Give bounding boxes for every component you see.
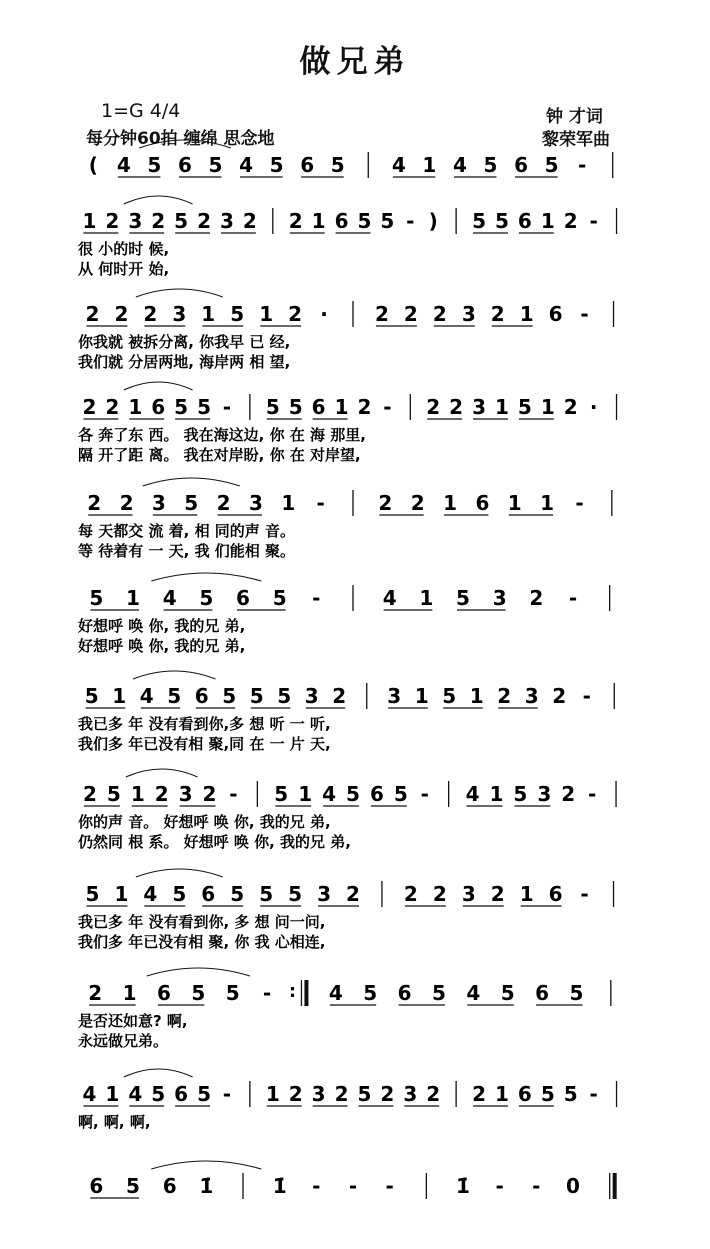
note: - bbox=[589, 209, 598, 233]
note: 5 bbox=[277, 684, 292, 708]
note: 1 bbox=[112, 684, 127, 708]
note: 2 bbox=[82, 782, 97, 806]
note: 2 bbox=[490, 302, 505, 326]
note: - bbox=[262, 981, 272, 1005]
note: 4 bbox=[239, 153, 254, 177]
note: 5 bbox=[174, 209, 189, 233]
note: 1 bbox=[265, 1082, 280, 1106]
note: 6 bbox=[475, 491, 490, 515]
note: 5 bbox=[85, 882, 100, 906]
note: 5 bbox=[259, 882, 274, 906]
note: 5 bbox=[230, 882, 245, 906]
note: 6 bbox=[156, 981, 171, 1005]
slur bbox=[124, 196, 193, 204]
note: - bbox=[229, 782, 238, 806]
note: 6 bbox=[151, 395, 166, 419]
note: 2 bbox=[87, 491, 102, 515]
note: 4 bbox=[452, 153, 467, 177]
note: - bbox=[589, 1082, 598, 1106]
note: · bbox=[589, 395, 598, 419]
note: 2 bbox=[490, 882, 505, 906]
note: 5 bbox=[222, 684, 237, 708]
note: - bbox=[383, 395, 392, 419]
note: 2 bbox=[334, 1082, 349, 1106]
note: 1 bbox=[82, 209, 97, 233]
note: 5 bbox=[563, 1082, 578, 1106]
note: 5 bbox=[363, 981, 378, 1005]
note: 5 bbox=[265, 395, 280, 419]
slur bbox=[151, 573, 261, 581]
slur bbox=[133, 671, 216, 679]
note: 5 bbox=[272, 586, 287, 610]
note: 0 bbox=[566, 1174, 580, 1198]
note: 2 bbox=[380, 1082, 395, 1106]
note: 1 bbox=[128, 395, 143, 419]
lyric-line: 隔 开了距 离。 我在对岸盼, 你 在 对岸望, bbox=[78, 446, 361, 464]
key-signature: 1=G 4/4 bbox=[101, 100, 181, 122]
note: 1 bbox=[519, 302, 534, 326]
slur bbox=[136, 289, 223, 297]
lyric-line: 你的声 音。 好想呼 唤 你, 我的兄 弟, bbox=[78, 813, 331, 831]
note: 6 bbox=[548, 302, 563, 326]
note: 2 bbox=[119, 491, 134, 515]
note: 5 bbox=[225, 981, 240, 1005]
note: 3 bbox=[248, 491, 263, 515]
note: 2 bbox=[378, 491, 393, 515]
note: - bbox=[222, 1082, 232, 1106]
lyric-line: 好想呼 唤 你, 我的兄 弟, bbox=[78, 637, 246, 655]
note: 1̇ bbox=[199, 1174, 214, 1198]
note: 5 bbox=[106, 782, 121, 806]
note: 1 bbox=[281, 491, 296, 515]
note: 2 bbox=[288, 209, 303, 233]
note: 5 bbox=[89, 586, 104, 610]
note: 5 bbox=[569, 981, 584, 1005]
note: 6 bbox=[517, 1082, 532, 1106]
note: 6 bbox=[548, 882, 563, 906]
note: 6 bbox=[162, 1174, 177, 1198]
note: 2 bbox=[449, 395, 464, 419]
note: 5 bbox=[274, 782, 289, 806]
note: 4 bbox=[116, 153, 131, 177]
note: - bbox=[575, 491, 584, 515]
note: 5 bbox=[197, 1082, 212, 1106]
note: - bbox=[385, 1174, 394, 1198]
note: 2 bbox=[151, 209, 166, 233]
note: 5 bbox=[84, 684, 99, 708]
slur bbox=[143, 478, 240, 486]
note: 1 bbox=[311, 209, 326, 233]
note: 1 bbox=[201, 302, 216, 326]
note: 1̇ bbox=[272, 1174, 287, 1198]
note: 5 bbox=[500, 981, 515, 1005]
note: 3 bbox=[178, 782, 193, 806]
note: 5 bbox=[151, 1082, 166, 1106]
lyric-line: 我已多 年 没有看到你,多 想 听 一 听, bbox=[78, 715, 331, 733]
note: 5 bbox=[172, 882, 187, 906]
note: 1 bbox=[540, 209, 555, 233]
note: 5 bbox=[167, 684, 182, 708]
note: 1 bbox=[507, 491, 522, 515]
note: - bbox=[495, 1174, 504, 1198]
note: 5 bbox=[393, 782, 408, 806]
note: 2 bbox=[332, 684, 347, 708]
note: 1 bbox=[126, 586, 140, 610]
note: 5 bbox=[126, 1174, 140, 1198]
note: 4 bbox=[465, 782, 480, 806]
note: - bbox=[348, 1174, 358, 1198]
note: 5 bbox=[380, 209, 395, 233]
lyric-line: 很 小的时 候, bbox=[78, 240, 170, 258]
note: 6 bbox=[89, 1174, 104, 1198]
note: 3 bbox=[311, 1082, 326, 1106]
note: 3 bbox=[219, 209, 234, 233]
lyric-line: 我们多 年已没有相 聚,同 在 一 片 天, bbox=[78, 735, 331, 753]
composer-credit: 黎荣军曲 bbox=[542, 130, 610, 150]
note: 2 bbox=[114, 302, 129, 326]
note: 5 bbox=[540, 1082, 555, 1106]
note: - bbox=[312, 1174, 321, 1198]
note: 5 bbox=[357, 1082, 372, 1106]
note: - bbox=[580, 302, 589, 326]
note: 1 bbox=[540, 491, 555, 515]
note: 1 bbox=[519, 882, 534, 906]
note: 6 bbox=[300, 153, 315, 177]
note: 5 bbox=[442, 684, 457, 708]
note: 2 bbox=[143, 302, 158, 326]
note: 5 bbox=[357, 209, 372, 233]
note: 1 bbox=[259, 302, 274, 326]
note: 6 bbox=[311, 395, 326, 419]
lyric-line: 好想呼 唤 你, 我的兄 弟, bbox=[78, 617, 246, 635]
note: 5 bbox=[174, 395, 189, 419]
note: 1 bbox=[489, 782, 504, 806]
note: 2 bbox=[197, 209, 212, 233]
note: 2 bbox=[410, 491, 425, 515]
note: 6 bbox=[177, 153, 192, 177]
note: 3 bbox=[403, 1082, 418, 1106]
slur bbox=[136, 869, 223, 877]
note: 2 bbox=[497, 684, 512, 708]
note: 3 bbox=[537, 782, 552, 806]
note: 3 bbox=[472, 395, 487, 419]
note: 2 bbox=[346, 882, 360, 906]
note: 5 bbox=[184, 491, 199, 515]
note: 2 bbox=[216, 491, 231, 515]
note: - bbox=[222, 395, 232, 419]
lyric-line: 等 待着有 一 天, 我 们能相 聚。 bbox=[78, 542, 296, 560]
note: 4 bbox=[466, 981, 481, 1005]
note: 2 bbox=[472, 1082, 487, 1106]
note: - bbox=[532, 1174, 541, 1198]
note: 4 bbox=[322, 782, 337, 806]
note: - bbox=[582, 684, 591, 708]
note: 2 bbox=[529, 586, 544, 610]
note: 5 bbox=[249, 684, 264, 708]
note: 6 bbox=[236, 586, 250, 610]
note: 4 bbox=[128, 1082, 143, 1106]
note: 3 bbox=[317, 882, 332, 906]
note: · bbox=[320, 302, 328, 326]
note: 3 bbox=[524, 684, 539, 708]
note: 5 bbox=[199, 586, 214, 610]
note: 6 bbox=[397, 981, 412, 1005]
note: 5 bbox=[494, 209, 509, 233]
note: 6 bbox=[517, 209, 532, 233]
song-title: 做兄弟 bbox=[299, 44, 411, 80]
note: 2 bbox=[374, 302, 389, 326]
note: 4 bbox=[382, 586, 397, 610]
note: 4 bbox=[391, 153, 406, 177]
note: 5 bbox=[330, 153, 345, 177]
lyric-line: 我们就 分居两地, 海岸两 相 望, bbox=[78, 353, 291, 371]
lyric-line: 各 奔了东 西。 我在海这边, 你 在 海 那里, bbox=[78, 426, 366, 444]
lyric-line: 你我就 被拆分离, 你我早 已 经, bbox=[78, 333, 291, 351]
note: 2 bbox=[563, 395, 578, 419]
note: 1 bbox=[469, 684, 484, 708]
note: - bbox=[587, 782, 597, 806]
tempo-marking: 每分钟60拍 缠绵 思念地 bbox=[86, 129, 275, 149]
note: 2 bbox=[202, 782, 217, 806]
note: 1 bbox=[540, 395, 555, 419]
slur bbox=[151, 1161, 261, 1169]
note: 1 bbox=[105, 1082, 120, 1106]
note: 2 bbox=[105, 395, 120, 419]
note: 5 bbox=[147, 153, 162, 177]
note: 2 bbox=[552, 684, 567, 708]
slur bbox=[139, 140, 231, 148]
note: 5 bbox=[513, 782, 528, 806]
note: ( bbox=[88, 153, 98, 177]
note: - bbox=[406, 209, 415, 233]
note: 4 bbox=[82, 1082, 97, 1106]
note: 1 bbox=[414, 684, 429, 708]
note: 2 bbox=[426, 395, 441, 419]
note: 2 bbox=[288, 1082, 303, 1106]
note: 2 bbox=[561, 782, 576, 806]
note: 5 bbox=[472, 209, 487, 233]
note: - bbox=[580, 882, 589, 906]
note: 2 bbox=[432, 882, 447, 906]
slur bbox=[147, 968, 250, 976]
note: 5 bbox=[346, 782, 360, 806]
note: 3 bbox=[387, 684, 402, 708]
note: 5 bbox=[517, 395, 532, 419]
note: 1 bbox=[122, 981, 137, 1005]
lyric-line: 是否还如意? 啊, bbox=[78, 1012, 188, 1030]
note: 5 bbox=[544, 153, 559, 177]
note: 1 bbox=[422, 153, 437, 177]
note: 2 bbox=[426, 1082, 441, 1106]
note: 4 bbox=[143, 882, 158, 906]
note: - bbox=[312, 586, 321, 610]
note: 5 bbox=[197, 395, 212, 419]
note: 6 bbox=[514, 153, 529, 177]
note: 6 bbox=[174, 1082, 189, 1106]
note: 4 bbox=[328, 981, 343, 1005]
note: 4 bbox=[139, 684, 154, 708]
lyricist-credit: 钟 才词 bbox=[546, 107, 603, 127]
note: 2 bbox=[403, 882, 418, 906]
note: 3 bbox=[128, 209, 143, 233]
note: 2 bbox=[105, 209, 120, 233]
note: 5 bbox=[191, 981, 206, 1005]
note: 1̇ bbox=[456, 1174, 470, 1198]
note: 3 bbox=[492, 586, 507, 610]
note: - bbox=[316, 491, 325, 515]
note: 5 bbox=[208, 153, 223, 177]
note: 1 bbox=[443, 491, 458, 515]
note: 1 bbox=[130, 782, 145, 806]
note: 2 bbox=[357, 395, 372, 419]
note: 2 bbox=[82, 395, 97, 419]
note: 2 bbox=[288, 302, 303, 326]
note: 5 bbox=[431, 981, 446, 1005]
note: 1 bbox=[334, 395, 349, 419]
note: 5 bbox=[288, 882, 303, 906]
note: ) bbox=[428, 209, 438, 233]
slur bbox=[126, 769, 198, 777]
note: 3 bbox=[461, 302, 476, 326]
note: 6 bbox=[334, 209, 349, 233]
note: 3 bbox=[172, 302, 187, 326]
note: 6 bbox=[194, 684, 209, 708]
note: 3 bbox=[151, 491, 166, 515]
note: 2 bbox=[403, 302, 418, 326]
note: - bbox=[420, 782, 429, 806]
lyric-line: 我已多 年 没有看到你, 多 想 问一问, bbox=[78, 913, 326, 931]
lyric-line: 每 天都交 流 着, 相 同的声 音。 bbox=[78, 522, 296, 540]
note: 1 bbox=[298, 782, 313, 806]
note: 3 bbox=[304, 684, 319, 708]
note: 2 bbox=[88, 981, 103, 1005]
lyric-line: 啊, 啊, 啊, bbox=[78, 1113, 151, 1131]
note: 6 bbox=[369, 782, 384, 806]
note: 6 bbox=[535, 981, 550, 1005]
note: 1 bbox=[494, 395, 509, 419]
note: 6 bbox=[201, 882, 216, 906]
note: 2 bbox=[85, 302, 100, 326]
note: 1 bbox=[419, 586, 434, 610]
slur bbox=[124, 382, 193, 390]
note: 2 bbox=[432, 302, 447, 326]
slur bbox=[124, 1069, 193, 1077]
note: 5 bbox=[456, 586, 470, 610]
lyric-line: 我们多 年已没有相 聚, 你 我 心相连, bbox=[78, 933, 326, 951]
note: 5 bbox=[230, 302, 245, 326]
note: 5 bbox=[269, 153, 284, 177]
repeat-dots: : bbox=[288, 981, 297, 1002]
lyric-line: 仍然同 根 系。 好想呼 唤 你, 我的兄 弟, bbox=[78, 833, 351, 851]
note: 1 bbox=[114, 882, 129, 906]
note: - bbox=[568, 586, 578, 610]
note: 5 bbox=[288, 395, 303, 419]
note: 2 bbox=[242, 209, 257, 233]
note: 2 bbox=[154, 782, 169, 806]
lyric-line: 永远做兄弟。 bbox=[78, 1032, 169, 1050]
note: 5 bbox=[483, 153, 498, 177]
note: 2 bbox=[563, 209, 578, 233]
note: 1 bbox=[494, 1082, 509, 1106]
note: 4 bbox=[162, 586, 177, 610]
lyric-line: 从 何时开 始, bbox=[78, 260, 170, 278]
note: 3 bbox=[461, 882, 476, 906]
note: - bbox=[578, 153, 587, 177]
